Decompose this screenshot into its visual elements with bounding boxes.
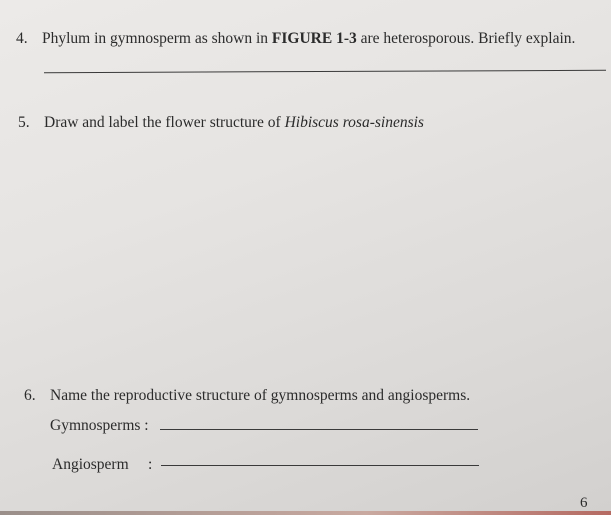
angiosperm-answer-line[interactable]: [161, 465, 479, 466]
question-4-number: 4.: [16, 30, 28, 47]
gymnosperms-label: Gymnosperms :: [50, 417, 149, 434]
question-6: [24, 386, 470, 406]
question-6-text: Name the reproductive structure of gymnosperms and angiosperms.: [50, 387, 471, 404]
question-4-answer-line[interactable]: [44, 70, 606, 73]
question-4-text-end: are heterosporous. Briefly explain.: [356, 30, 576, 47]
question-4: [16, 29, 575, 49]
question-4-text-start: Phylum in gymnosperm as shown in: [42, 30, 272, 47]
question-5-text: Draw and label the flower structure of: [44, 114, 285, 131]
question-5: [18, 113, 424, 133]
question-5-number: 5.: [18, 114, 30, 131]
gymnosperms-answer-line[interactable]: [160, 429, 478, 430]
page-bottom-edge: [0, 511, 611, 515]
question-6-number: 6.: [24, 387, 36, 404]
angiosperm-label: Angiosperm: [52, 456, 129, 473]
angiosperm-colon: :: [148, 456, 153, 473]
question-4-figure-reference: FIGURE 1-3: [271, 30, 357, 47]
question-5-species-name: Hibiscus rosa-sinensis: [284, 114, 424, 131]
page-number: 6: [580, 495, 588, 511]
